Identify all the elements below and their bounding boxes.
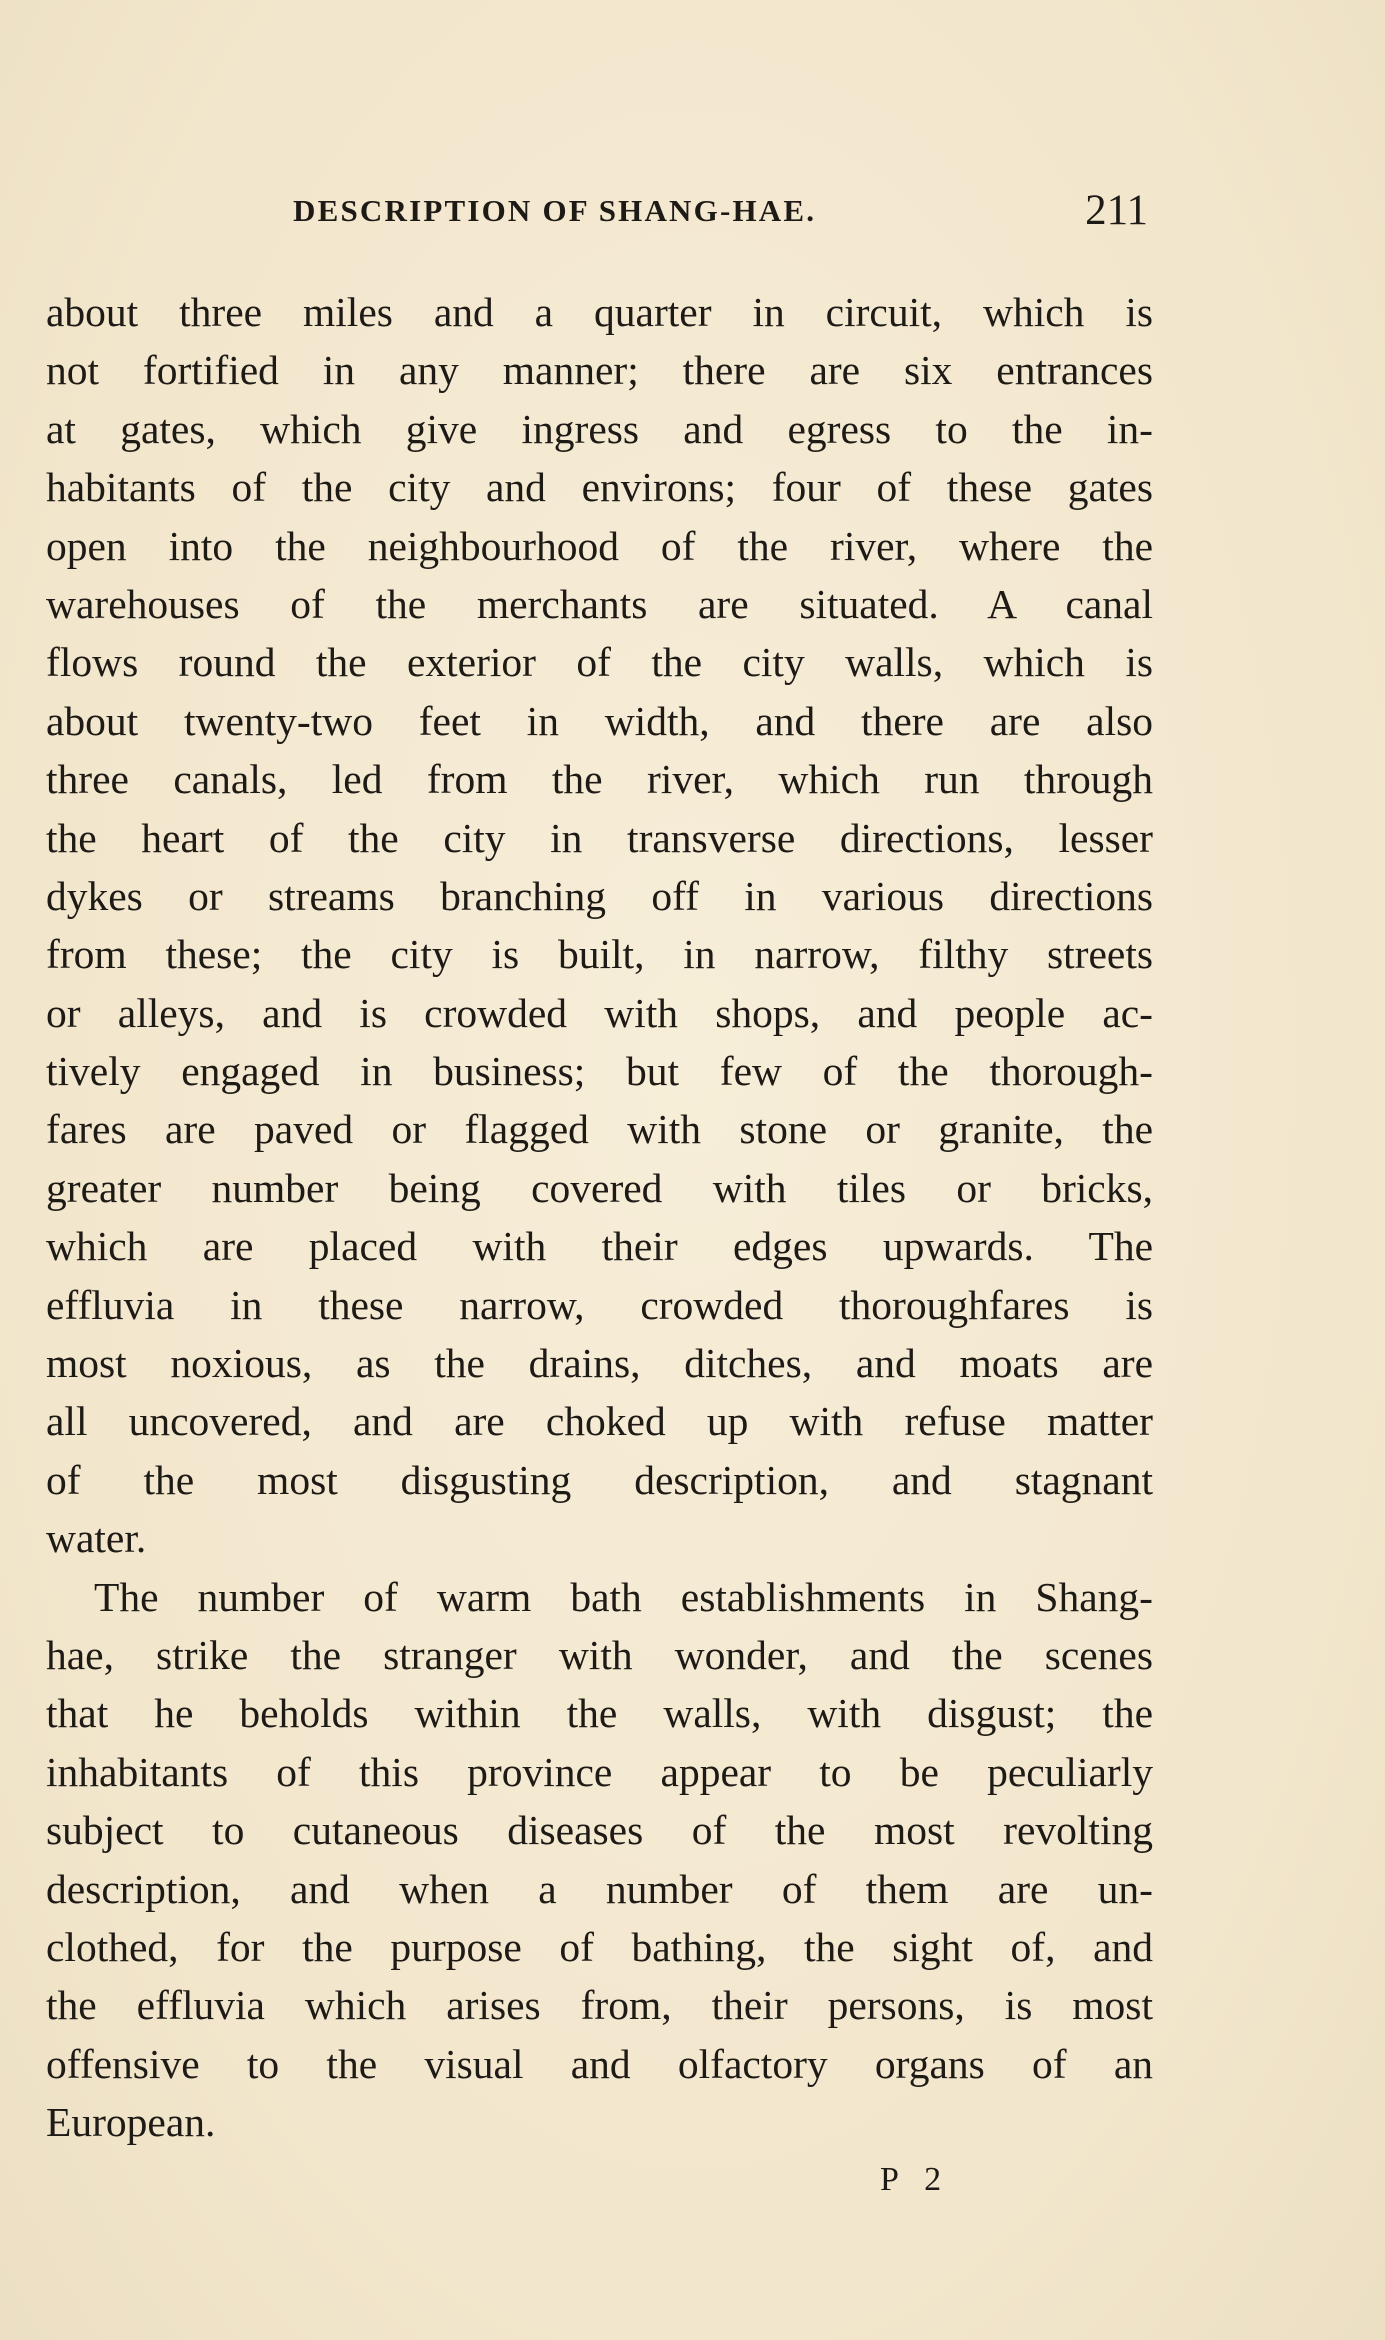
- text-line: which are placed with their edges upwards. The: [46, 1223, 1153, 1270]
- text-line: about three miles and a quarter in circuit, which is: [46, 289, 1153, 335]
- text-line: offensive to the visual and olfactory organs of an: [46, 2040, 1153, 2087]
- text-line: effluvia in these narrow, crowded thoroughfares is: [46, 1281, 1153, 1328]
- text-line: about twenty-two feet in width, and there are also: [46, 697, 1153, 744]
- text-line: inhabitants of this province appear to be peculiarly: [46, 1748, 1153, 1795]
- text-line: description, and when a number of them are un-: [46, 1865, 1153, 1912]
- text-line: that he beholds within the walls, with disgust; the: [46, 1690, 1153, 1737]
- text-line: open into the neighbourhood of the river, where the: [46, 522, 1153, 569]
- text-line: clothed, for the purpose of bathing, the sight of, and: [46, 1923, 1153, 1970]
- text-line: all uncovered, and are choked up with refuse matter: [46, 1398, 1153, 1445]
- text-line: from these; the city is built, in narrow, filthy streets: [46, 931, 1153, 978]
- text-line: subject to cutaneous diseases of the most revolting: [46, 1807, 1153, 1854]
- running-head: DESCRIPTION OF SHANG-HAE.: [293, 193, 817, 228]
- text-line: warehouses of the merchants are situated. A canal: [46, 580, 1153, 627]
- text-line: hae, strike the stranger with wonder, and the scenes: [46, 1631, 1153, 1678]
- text-line: greater number being covered with tiles or bricks,: [46, 1164, 1153, 1211]
- signature-mark: P 2: [880, 2161, 951, 2198]
- text-line: the heart of the city in transverse directions, lesser: [46, 814, 1153, 861]
- text-line: or alleys, and is crowded with shops, and people ac-: [46, 989, 1153, 1036]
- body-text: [46, 283, 1153, 2152]
- text-line: flows round the exterior of the city walls, which is: [46, 639, 1153, 686]
- text-line: dykes or streams branching off in various directions: [46, 872, 1153, 919]
- text-line: most noxious, as the drains, ditches, and moats are: [46, 1340, 1153, 1387]
- text-line: European.: [46, 2099, 216, 2146]
- text-line: water.: [46, 1515, 147, 1562]
- text-line: The number of warm bath establishments in Shang-: [94, 1573, 1153, 1620]
- text-line: tively engaged in business; but few of the thorough-: [46, 1048, 1153, 1095]
- text-line: habitants of the city and environs; four of these gates: [46, 464, 1153, 511]
- text-line: three canals, led from the river, which run through: [46, 756, 1153, 803]
- page-header: [293, 186, 1148, 236]
- text-line: not fortified in any manner; there are six entrances: [46, 347, 1153, 394]
- page-number: 211: [1085, 187, 1148, 234]
- text-line: fares are paved or flagged with stone or granite, the: [46, 1106, 1153, 1153]
- text-line: of the most disgusting description, and stagnant: [46, 1456, 1153, 1503]
- text-line: at gates, which give ingress and egress to the in-: [46, 405, 1153, 452]
- text-line: the effluvia which arises from, their persons, is most: [46, 1982, 1153, 2029]
